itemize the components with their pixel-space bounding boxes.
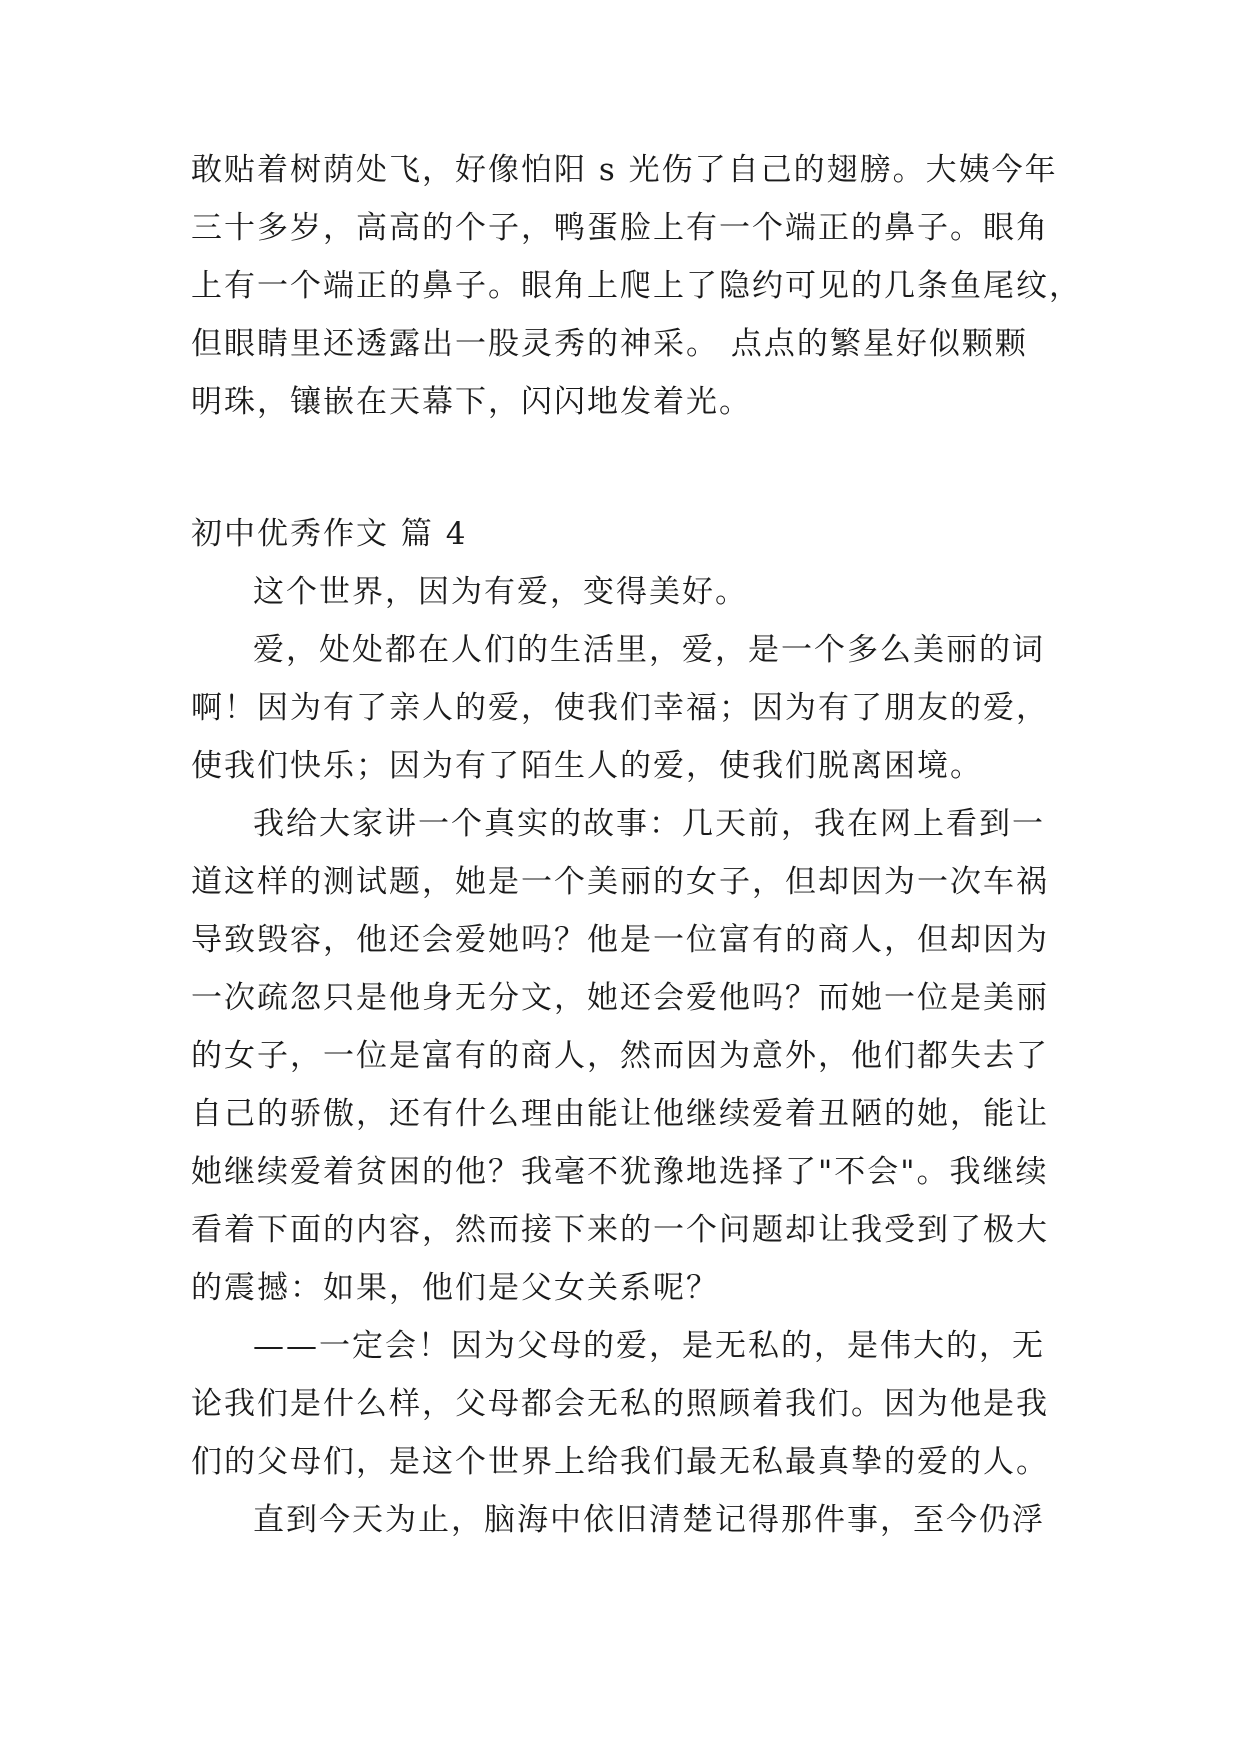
text-line: 道这样的测试题，她是一个美丽的女子，但却因为一次车祸 [191, 864, 1049, 900]
section-heading: 初中优秀作文 篇 4 [191, 516, 468, 552]
text-line: 明珠，镶嵌在天幕下，闪闪地发着光。 [191, 384, 752, 420]
text-line: 论我们是什么样，父母都会无私的照顾着我们。因为他是我 [191, 1386, 1049, 1422]
paragraph-start: 直到今天为止，脑海中依旧清楚记得那件事，至今仍浮 [253, 1502, 1045, 1538]
paragraph-start: 爱，处处都在人们的生活里，爱，是一个多么美丽的词 [253, 632, 1045, 668]
text-line: 上有一个端正的鼻子。眼角上爬上了隐约可见的几条鱼尾纹， [191, 268, 1082, 304]
text-line: 的女子，一位是富有的商人，然而因为意外，他们都失去了 [191, 1038, 1049, 1074]
text-line: 自己的骄傲，还有什么理由能让他继续爱着丑陋的她，能让 [191, 1096, 1049, 1132]
paragraph-start: 这个世界，因为有爱，变得美好。 [253, 574, 748, 610]
text-line: 但眼睛里还透露出一股灵秀的神采。 点点的繁星好似颗颗 [191, 326, 1028, 362]
paragraph-start: 我给大家讲一个真实的故事：几天前，我在网上看到一 [253, 806, 1045, 842]
text-line: 们的父母们，是这个世界上给我们最无私最真挚的爱的人。 [191, 1444, 1049, 1480]
paragraph-start: ——一定会！因为父母的爱，是无私的，是伟大的，无 [253, 1328, 1045, 1364]
text-line: 导致毁容，他还会爱她吗？他是一位富有的商人，但却因为 [191, 922, 1049, 958]
text-line: 使我们快乐；因为有了陌生人的爱，使我们脱离困境。 [191, 748, 983, 784]
text-line: 一次疏忽只是他身无分文，她还会爱他吗？而她一位是美丽 [191, 980, 1049, 1016]
text-line: 敢贴着树荫处飞，好像怕阳 s 光伤了自己的翅膀。大姨今年 [191, 152, 1058, 188]
text-line: 她继续爱着贫困的他？我毫不犹豫地选择了"不会"。我继续 [191, 1154, 1049, 1190]
text-line: 三十多岁，高高的个子，鸭蛋脸上有一个端正的鼻子。眼角 [191, 210, 1049, 246]
text-line: 看着下面的内容，然而接下来的一个问题却让我受到了极大 [191, 1212, 1049, 1248]
text-line: 啊！因为有了亲人的爱，使我们幸福；因为有了朋友的爱， [191, 690, 1049, 726]
text-line: 的震撼：如果，他们是父女关系呢？ [191, 1270, 719, 1306]
